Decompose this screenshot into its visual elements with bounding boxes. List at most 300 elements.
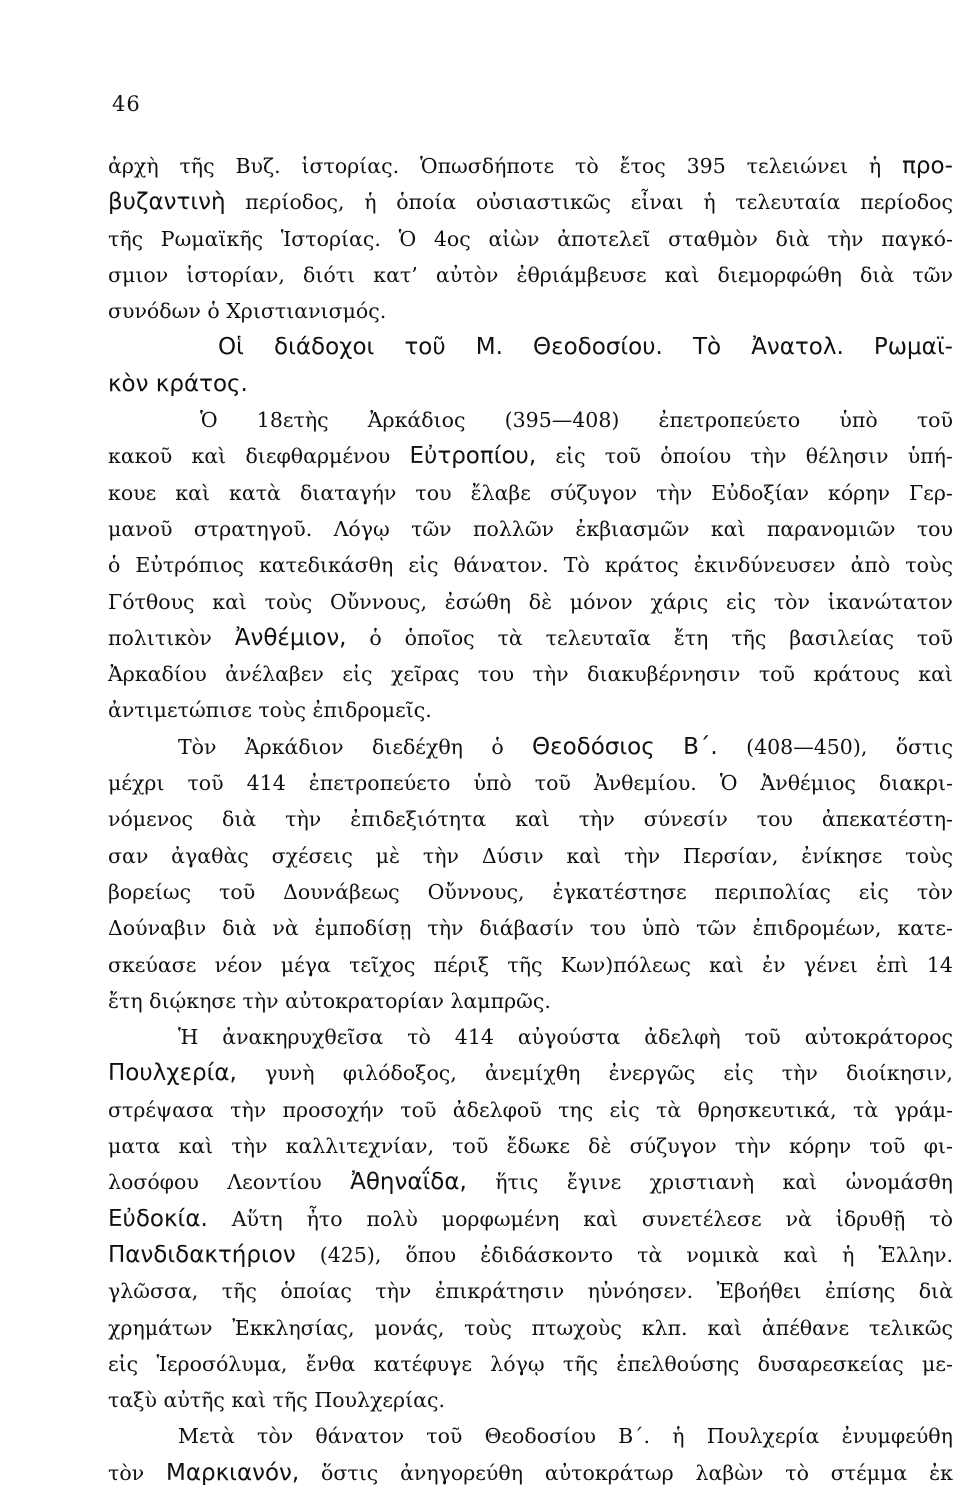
word: τὸν [257, 1424, 294, 1449]
emphasized-word: Β΄. [683, 733, 718, 760]
word: θρησκευτικά, [697, 1097, 837, 1122]
word: παγκό- [881, 226, 953, 251]
word: λοσόφου [108, 1170, 199, 1195]
word: τῆς [221, 1279, 257, 1304]
word: τοῦ [426, 1424, 463, 1449]
word: εἶναι [630, 190, 684, 215]
word: κὸν [108, 370, 149, 397]
word: σύνεσίν [643, 807, 728, 832]
word: τοῦ [604, 444, 641, 469]
word: θέλησιν [805, 444, 889, 469]
word: ἀπέθανε [761, 1315, 850, 1340]
word: εἰς [555, 444, 586, 469]
text-line [108, 547, 953, 583]
word: ἔτη [108, 988, 143, 1013]
word: Ἐβοήθει [716, 1279, 802, 1304]
word: τὸ [407, 1025, 431, 1050]
word: εἰς [858, 879, 889, 904]
word: ὁποίου [660, 444, 732, 469]
word: νὰ [785, 1206, 812, 1231]
word: αὐτοκρατορίαν [285, 988, 444, 1013]
word: τοῦ [916, 625, 953, 650]
text-line [108, 148, 953, 184]
word: ὁ [207, 299, 220, 324]
word: Ρωμαϊ- [873, 334, 953, 361]
word: ἐπιδεξιότητα [350, 807, 487, 832]
word: γλῶσσα, [108, 1279, 199, 1304]
word: (408—450), [746, 734, 868, 759]
text-line [108, 983, 953, 1019]
word: χριστιανὴ [649, 1170, 755, 1195]
word: Τὸ [692, 334, 722, 361]
word: καὶ [212, 589, 247, 614]
word: Ἀρκάδιος [367, 408, 466, 433]
word: μορφωμένη [441, 1206, 560, 1231]
word: 4ος [433, 226, 471, 251]
word: νέον [214, 952, 263, 977]
word: τοῦ [187, 771, 224, 796]
word: τὸ [785, 1460, 809, 1485]
word: ἱκανώτατον [827, 589, 953, 614]
word: ἀπὸ [850, 553, 891, 578]
word: Ἱεροσόλυμα, [156, 1351, 288, 1376]
word: τὸ [575, 154, 599, 178]
word: διάδοχοι [274, 334, 375, 361]
emphasized-word: Μαρκιανόν, [166, 1459, 300, 1486]
emphasized-word: Εὐδοκία. [108, 1205, 208, 1232]
word: κόρην [789, 1134, 852, 1159]
word: τὰ [637, 1242, 663, 1267]
word: σκεύασε [108, 952, 197, 977]
word: ταξὺ [108, 1388, 157, 1413]
word: κατεδικάσθη [258, 553, 394, 578]
text-line [108, 1128, 953, 1164]
word: εἰς [609, 1097, 640, 1122]
word: τὴν [734, 1134, 771, 1159]
word: ἐσώθη [444, 589, 512, 614]
word: αἰὼν [488, 226, 540, 251]
text-line [108, 584, 953, 620]
word: σύζυγον [629, 1134, 717, 1159]
word: χρημάτων [108, 1315, 213, 1340]
word: ἔλαβε [470, 480, 531, 505]
word: τελευταῖα [545, 625, 651, 650]
word: ἐνεργῶς [608, 1061, 696, 1086]
word: Εὐτρόπιος [135, 553, 244, 578]
word: εἰς [342, 662, 373, 687]
text-line [108, 402, 953, 438]
word: λαμπρῶς. [450, 988, 551, 1013]
text-line [108, 1092, 953, 1128]
text-line [108, 221, 953, 257]
word: Λεοντίου [227, 1170, 322, 1195]
word: κουε [108, 480, 157, 505]
word: 414 [246, 771, 286, 796]
word: τὴν [375, 1279, 412, 1304]
word: τοῦ [869, 1134, 906, 1159]
word: στρέψασα [108, 1097, 214, 1122]
word: Κων)πόλεως [560, 952, 691, 977]
word: ἀδελφοῦ [452, 1097, 542, 1122]
word: μονάς, [374, 1315, 445, 1340]
emphasized-word: Πανδιδακτήριον [108, 1241, 296, 1268]
word: ἀπεκατέστη- [821, 807, 953, 832]
word: ἱδρυθῇ [835, 1206, 906, 1231]
word: ὑπὸ [473, 771, 512, 796]
word: τοῦ [744, 1025, 781, 1050]
word: Ὁ [719, 771, 738, 796]
word: Πουλχερίας. [314, 1388, 445, 1413]
word: νόμενος [108, 807, 194, 832]
word: αὐτὸν [435, 262, 499, 287]
word: τὴν [750, 444, 787, 469]
word: πολὺ [366, 1206, 418, 1231]
word: Εὐδοξίαν [711, 480, 809, 505]
word: διὰ [860, 262, 895, 287]
text-line [108, 620, 953, 656]
word: τὴν [656, 480, 693, 505]
word: καὶ [515, 807, 550, 832]
word: ἐγκατέστησε [552, 879, 687, 904]
word: προσοχήν [282, 1097, 384, 1122]
word: τῆς [108, 226, 144, 251]
word: τὴν [532, 662, 569, 687]
word: τῶν [411, 516, 452, 541]
word: διεδέχθη [371, 734, 463, 759]
word: ἐπιδρομέων, [752, 916, 882, 941]
word: Β΄. [618, 1424, 650, 1449]
word: ἀγαθὰς [171, 843, 249, 868]
word: ὑπή- [907, 444, 953, 469]
word: καὶ [175, 480, 210, 505]
word: Ἀνθέμιος [760, 771, 856, 796]
word: τὴν [422, 843, 459, 868]
word: ἐπὶ [876, 952, 909, 977]
word: τὴν [231, 1134, 268, 1159]
word: περίοδος, [245, 190, 345, 215]
text-line [108, 1201, 953, 1237]
word: φι- [923, 1134, 953, 1159]
word: καὶ [918, 662, 953, 687]
word: δυσαρεσκείας [757, 1351, 904, 1376]
word: αὐγούστα [517, 1025, 621, 1050]
word: ἐπελθούσης [616, 1351, 740, 1376]
word: Ὁ [398, 226, 417, 251]
word: χεῖρας [390, 662, 460, 687]
text-line [108, 293, 953, 329]
word: Ἀρκάδιον [244, 734, 344, 759]
word: ἐθριάμβευσε [516, 262, 647, 287]
word: τοὺς [258, 698, 306, 723]
word: κόρην [828, 480, 890, 505]
emphasized-word: προ- [902, 153, 953, 179]
section-heading-line [108, 329, 953, 365]
text-line [108, 1455, 953, 1491]
word: περιπολίας [714, 879, 831, 904]
text-line [108, 257, 953, 293]
word: τὸν [108, 1460, 145, 1485]
word: τὰ [656, 1097, 682, 1122]
emphasized-word: Ἀνθέμιον, [234, 624, 347, 651]
word: Ὁ [200, 408, 218, 433]
word: δὲ [528, 589, 553, 614]
word: Ἱστορίας. [280, 226, 381, 251]
word: ἡ [672, 1424, 685, 1449]
word: Μ. [475, 334, 503, 361]
word: ἀνακηρυχθεῖσα [222, 1025, 384, 1050]
word: ἔτη [673, 625, 709, 650]
word: καὶ [707, 1315, 743, 1340]
word: τοὺς [264, 589, 313, 614]
text-line [108, 801, 953, 837]
word: σχέσεις [271, 843, 353, 868]
word: θάνατον. [453, 553, 549, 578]
emphasized-word: Πουλχερία, [108, 1060, 237, 1087]
word: ἐπίσης [824, 1279, 896, 1304]
word: διαταγήν [299, 480, 397, 505]
text-line [108, 1310, 953, 1346]
text-line [108, 1418, 953, 1454]
word: ἀνέλαβεν [225, 662, 324, 687]
word: ὅστις [895, 734, 953, 759]
word: βασιλείας [789, 625, 894, 650]
word: ἐκ [929, 1460, 953, 1485]
word: τοῦ [758, 662, 795, 687]
word: εἰς [108, 1351, 139, 1376]
section-heading-line [108, 366, 953, 402]
word: τῆς [179, 154, 215, 178]
word: Μετὰ [178, 1424, 235, 1449]
word: τοῦ [400, 1097, 437, 1122]
word: διεμορφώθη [717, 262, 842, 287]
word: σαν [108, 843, 149, 868]
word: κράτος [604, 553, 679, 578]
word: πτωχοὺς [531, 1315, 622, 1340]
word: σύζυγον [549, 480, 638, 505]
word: Τὸ [563, 553, 590, 578]
word: Οὔννους, [330, 589, 427, 614]
word: της [558, 1097, 594, 1122]
word: ἡ [868, 154, 882, 178]
word: Δούναβιν [108, 916, 207, 941]
text-line [108, 1237, 953, 1273]
word: διότι [303, 262, 356, 287]
word: Γότθους [108, 589, 195, 614]
word: τελειώνει [746, 154, 849, 178]
word: ἡ [364, 190, 377, 215]
word: ἀποτελεῖ [557, 226, 651, 251]
word: ἐδιδάσκοντο [480, 1242, 614, 1267]
word: καὶ [710, 516, 746, 541]
word: διοίκησιν, [846, 1061, 953, 1086]
word: Ἀρκαδίου [108, 662, 207, 687]
page-text [108, 148, 953, 1491]
word: μόνον [569, 589, 633, 614]
word: τῶν [912, 262, 953, 287]
word: τῆς [272, 1388, 308, 1413]
word: μὲ [375, 843, 400, 868]
word: τοὺς [905, 553, 953, 578]
word: καὶ [178, 1134, 214, 1159]
word: ἡ [842, 1242, 855, 1267]
word: κατέφυγε [373, 1351, 472, 1376]
word: λαβὼν [695, 1460, 764, 1485]
text-line [108, 475, 953, 511]
word: τῆς [507, 952, 543, 977]
word: τοῦ [452, 1134, 489, 1159]
word: Τὸν [178, 734, 217, 759]
emphasized-word: Ἀθηναΐδα, [350, 1169, 467, 1196]
text-line [108, 184, 953, 220]
word: ὑπὸ [641, 916, 681, 941]
page-number: 46 [112, 92, 141, 116]
word: ἐπικράτησιν [434, 1279, 565, 1304]
word: Θεοδοσίου [484, 1424, 596, 1449]
word: διῴκησε [149, 988, 236, 1013]
word: ἀνηγορεύθη [400, 1460, 524, 1485]
word: τοῦ [916, 408, 953, 433]
word: τὴν [285, 807, 322, 832]
text-line [108, 1346, 953, 1382]
word: ἐνυμφεύθη [841, 1424, 953, 1449]
word: εἰς [408, 553, 439, 578]
word: φιλόδοξος, [342, 1061, 457, 1086]
word: του [756, 807, 793, 832]
word: Χριστιανισμός. [226, 299, 387, 324]
word: του [589, 916, 626, 941]
word: (425), [319, 1242, 382, 1267]
word: τῆς [731, 625, 767, 650]
text-line [108, 1382, 953, 1418]
word: Δύσιν [481, 843, 544, 868]
word: αὐτοκράτορος [804, 1025, 953, 1050]
word: Θεοδοσίου. [533, 334, 663, 361]
word: διὰ [221, 807, 257, 832]
word: Λόγῳ [333, 516, 390, 541]
word: Δουνάβεως [283, 879, 400, 904]
word: ἱστορίαν, [186, 262, 285, 287]
text-line [108, 910, 953, 946]
word: διακρι- [878, 771, 953, 796]
word: καὶ [231, 1388, 267, 1413]
word: ἐμποδίσῃ [314, 916, 412, 941]
word: Γερ- [909, 480, 953, 505]
word: ὁποία [396, 190, 457, 215]
word: τελικῶς [868, 1315, 953, 1340]
word: διὰ [775, 226, 810, 251]
word: στέμμα [830, 1460, 908, 1485]
word: Βυζ. [235, 154, 281, 178]
word: ὁποῖος [404, 625, 475, 650]
word: κλπ. [641, 1315, 688, 1340]
word: τὸν [773, 589, 810, 614]
word: τὴν [427, 916, 464, 941]
word: εἰς [725, 589, 757, 614]
word: καὶ [709, 952, 744, 977]
word: καὶ [782, 1170, 818, 1195]
word: οὐσιαστικῶς [475, 190, 611, 215]
word: περίοδος [860, 190, 953, 215]
word: τῆς [562, 1351, 599, 1376]
word: ἐκινδύνευσεν [693, 553, 836, 578]
word: κράτος. [155, 370, 248, 397]
word: Πουλχερία [706, 1424, 820, 1449]
word: σταθμὸν [668, 226, 758, 251]
word: κατε- [897, 916, 953, 941]
word: τελευταία [735, 190, 841, 215]
word: ἐπιδρομεῖς. [312, 698, 432, 723]
word: 395 [686, 154, 726, 178]
word: ηὐνόησεν. [587, 1279, 694, 1304]
word: τῶν [696, 916, 737, 941]
word: τεῖχος [349, 952, 416, 977]
word: ἀρχὴ [108, 154, 159, 178]
word: τὰ [497, 625, 523, 650]
word: ὅπου [405, 1242, 457, 1267]
word: ἔνθα [305, 1351, 356, 1376]
text-line [108, 511, 953, 547]
word: λόγῳ [490, 1351, 545, 1376]
word: τὴν [624, 843, 661, 868]
word: αὐτοκράτωρ [544, 1460, 674, 1485]
word: ἐν [762, 952, 786, 977]
word: θάνατον [315, 1424, 405, 1449]
word: χάρις [650, 589, 709, 614]
word: πολλῶν [473, 516, 555, 541]
word: καὶ [664, 262, 700, 287]
word: διὰ [918, 1279, 953, 1304]
word: τὴν [242, 988, 279, 1013]
word: ματα [108, 1134, 161, 1159]
word: ἐπετροπεύετο [658, 408, 801, 433]
word: ὅστις [321, 1460, 379, 1485]
emphasized-word: Θεοδόσιος [532, 733, 655, 760]
text-line [108, 1019, 953, 1055]
word: κατ’ [373, 262, 418, 287]
word: γράμ- [894, 1097, 953, 1122]
word: (395—408) [504, 408, 620, 433]
word: μέγα [280, 952, 331, 977]
word: 18ετὴς [256, 408, 329, 433]
word: αὐτῆς [163, 1388, 225, 1413]
word: τὰ [853, 1097, 879, 1122]
word: Ἑλλην. [878, 1242, 953, 1267]
word: διάβασίν [479, 916, 574, 941]
word: τὴν [230, 1097, 267, 1122]
word: ὁποίας [280, 1279, 352, 1304]
word: Περσίαν, [682, 843, 779, 868]
word: τοῦ [219, 879, 256, 904]
word: νὰ [272, 916, 299, 941]
word: καὶ [583, 1206, 618, 1231]
word: νομικὰ [686, 1242, 760, 1267]
word: μέχρι [108, 771, 165, 796]
word: σμιον [108, 262, 169, 287]
word: ὁ [369, 625, 382, 650]
word: του [477, 662, 515, 687]
word: ἐκβιασμῶν [575, 516, 690, 541]
word: τοῦ [404, 334, 446, 361]
word: διεφθαρμένου [245, 444, 391, 469]
word: καὶ [566, 843, 602, 868]
word: γυνὴ [265, 1061, 315, 1086]
word: εἰς [723, 1061, 754, 1086]
word: τὴν [578, 807, 615, 832]
text-line [108, 765, 953, 801]
text-line [108, 838, 953, 874]
word: πέριξ [433, 952, 490, 977]
word: Οὔννους, [427, 879, 525, 904]
